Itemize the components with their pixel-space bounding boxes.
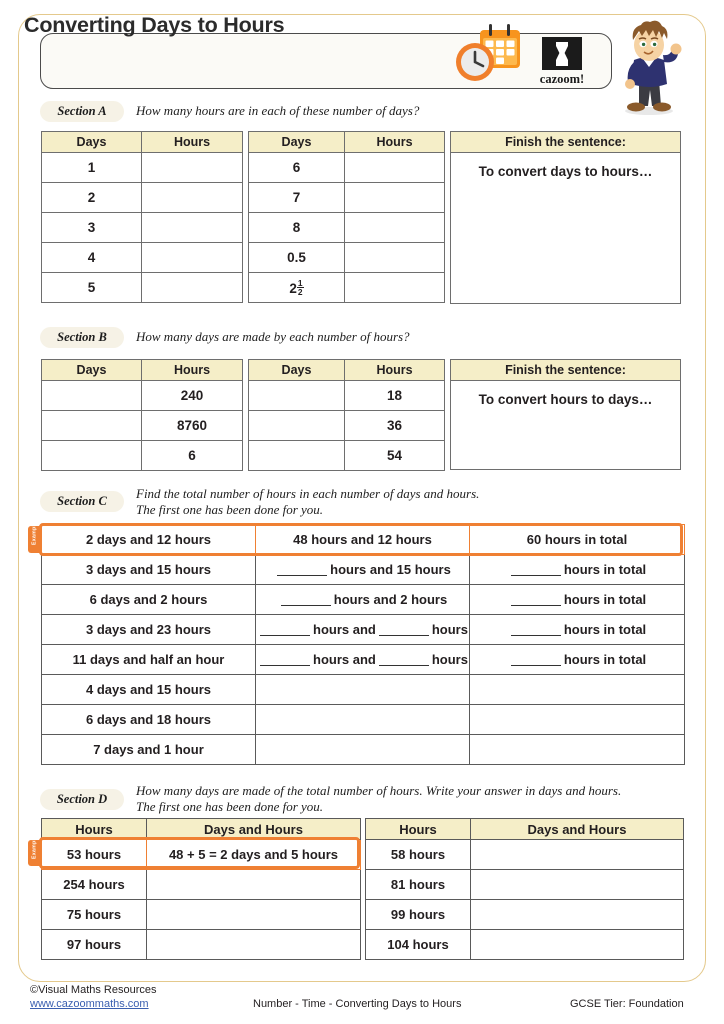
table-row	[42, 585, 685, 615]
section-d-table-1	[41, 818, 361, 960]
table-row	[42, 273, 243, 303]
table-header-row	[42, 360, 243, 381]
table-header-row	[249, 360, 445, 381]
section-c-example-tab	[28, 521, 41, 553]
table-row	[42, 645, 685, 675]
cell-days: 6	[249, 153, 345, 183]
table-header-row	[42, 132, 243, 153]
table-header-row	[42, 819, 361, 840]
sentence-box-prompt[interactable]: To convert days to hours…	[478, 164, 653, 179]
table-row	[249, 273, 445, 303]
cell-days: 2	[42, 183, 142, 213]
answer-blank[interactable]	[511, 665, 561, 666]
cell-breakdown-text: hours and	[313, 622, 376, 637]
cell-breakdown: 48 hours and 12 hours	[256, 525, 470, 555]
sentence-box-prompt[interactable]: To convert hours to days…	[478, 392, 653, 407]
col-header-hours: Hours	[345, 132, 445, 153]
cell-total: 60 hours in total	[470, 525, 685, 555]
cell-days: 3	[42, 213, 142, 243]
section-a-table-2	[248, 131, 445, 303]
table-row	[42, 183, 243, 213]
cell-days: 4	[42, 243, 142, 273]
section-b-description: How many days are made by each number of hours?	[136, 329, 410, 344]
cell-days: 0.5	[249, 243, 345, 273]
table-row	[42, 675, 685, 705]
section-a-description: How many hours are in each of these number of days?	[136, 103, 420, 118]
cell-hours-answer[interactable]	[142, 273, 243, 303]
cell-hours: 53 hours	[42, 840, 147, 870]
section-d-example-tab	[28, 835, 41, 866]
col-header-days: Days	[249, 132, 345, 153]
col-header-days-and-hours: Days and Hours	[471, 819, 684, 840]
table-row	[366, 870, 684, 900]
page-title: Converting Days to Hours	[24, 13, 285, 37]
cazoom-wordmark: cazoom!	[539, 72, 585, 86]
fraction-numerator: 1	[297, 277, 303, 288]
answer-blank[interactable]	[511, 575, 561, 576]
cell-breakdown-text-end: hours	[431, 622, 468, 637]
cell-days-and-hours: 6 days and 2 hours	[42, 585, 256, 615]
cell-total-text: hours in total	[563, 622, 647, 637]
section-c-description	[136, 486, 656, 517]
cell-breakdown[interactable]	[256, 735, 470, 765]
cell-breakdown[interactable]	[256, 615, 470, 645]
section-c-description-line2: The first one has been done for you.	[136, 501, 324, 517]
cell-days-and-hours: 6 days and 18 hours	[42, 705, 256, 735]
cell-answer[interactable]	[471, 870, 684, 900]
answer-blank[interactable]	[260, 665, 310, 666]
col-header-hours: Hours	[345, 360, 445, 381]
footer	[0, 984, 724, 1024]
cell-breakdown[interactable]	[256, 645, 470, 675]
cell-breakdown-text: hours and 15 hours	[330, 562, 451, 577]
cell-total[interactable]	[470, 675, 685, 705]
cell-total[interactable]	[470, 705, 685, 735]
cell-answer[interactable]	[471, 840, 684, 870]
cell-days-answer[interactable]	[42, 411, 142, 441]
table-row	[42, 615, 685, 645]
cell-days-mixed-fraction	[249, 273, 345, 303]
cell-days-and-hours: 3 days and 15 hours	[42, 555, 256, 585]
section-a-label: Section A	[40, 101, 124, 122]
cell-hours: 240	[142, 381, 243, 411]
section-c-description-line1: Find the total number of hours in each number of days and hours.	[136, 486, 480, 501]
cell-breakdown[interactable]	[256, 705, 470, 735]
table-header-row	[366, 819, 684, 840]
cell-days: 5	[42, 273, 142, 303]
cell-hours: 6	[142, 441, 243, 471]
cell-hours: 254 hours	[42, 870, 147, 900]
sentence-box-header: Finish the sentence:	[451, 360, 680, 381]
col-header-days-and-hours: Days and Hours	[147, 819, 361, 840]
cell-days-and-hours: 2 days and 12 hours	[42, 525, 256, 555]
cell-answer[interactable]	[471, 930, 684, 960]
table-row	[42, 930, 361, 960]
cell-total[interactable]	[470, 615, 685, 645]
cell-days-and-hours: 11 days and half an hour	[42, 645, 256, 675]
fraction-denominator: 2	[297, 287, 303, 297]
table-row	[42, 411, 243, 441]
table-row	[249, 213, 445, 243]
calendar-clock-icon	[452, 24, 522, 90]
section-d-table-2	[365, 818, 684, 960]
col-header-hours: Hours	[142, 132, 243, 153]
cell-hours-answer[interactable]	[142, 213, 243, 243]
cell-total-text: hours in total	[563, 592, 647, 607]
cell-breakdown-text: hours and	[313, 652, 376, 667]
cell-hours: 81 hours	[366, 870, 471, 900]
table-row	[249, 381, 445, 411]
cell-hours: 104 hours	[366, 930, 471, 960]
cell-days-and-hours: 3 days and 23 hours	[42, 615, 256, 645]
cell-hours: 36	[345, 411, 445, 441]
cell-hours-answer[interactable]	[142, 243, 243, 273]
cell-answer: 48 + 5 = 2 days and 5 hours	[147, 840, 361, 870]
table-row	[42, 213, 243, 243]
cell-hours-answer[interactable]	[345, 273, 445, 303]
table-row	[249, 183, 445, 213]
cell-total[interactable]	[470, 735, 685, 765]
section-b-label: Section B	[40, 327, 124, 348]
cell-total[interactable]	[470, 585, 685, 615]
table-row	[249, 153, 445, 183]
section-d-description	[136, 783, 681, 814]
cell-hours-answer[interactable]	[142, 183, 243, 213]
col-header-days: Days	[42, 132, 142, 153]
table-row	[42, 243, 243, 273]
table-header-row	[249, 132, 445, 153]
section-d-label: Section D	[40, 789, 124, 810]
section-c-example-tab-label: Example	[31, 521, 38, 545]
boy-mascot-illustration	[606, 20, 692, 116]
cell-breakdown-text-end: hours	[431, 652, 468, 667]
section-c-table	[41, 524, 685, 765]
cell-days: 8	[249, 213, 345, 243]
table-row	[42, 381, 243, 411]
table-row	[366, 930, 684, 960]
answer-blank[interactable]	[511, 605, 561, 606]
sentence-box-header: Finish the sentence:	[451, 132, 680, 153]
table-row	[42, 441, 243, 471]
cell-hours-answer[interactable]	[345, 243, 445, 273]
cell-hours-answer[interactable]	[345, 183, 445, 213]
cell-answer[interactable]	[471, 900, 684, 930]
cell-days-answer[interactable]	[249, 441, 345, 471]
cell-hours-answer[interactable]	[142, 153, 243, 183]
section-d-description-line1: How many days are made of the total number of hours. Write your answer in days and hours.	[136, 783, 622, 798]
cell-hours-answer[interactable]	[345, 153, 445, 183]
table-row-example	[42, 525, 685, 555]
cell-hours: 97 hours	[42, 930, 147, 960]
table-row-example	[42, 840, 361, 870]
table-row	[366, 900, 684, 930]
cell-breakdown[interactable]	[256, 555, 470, 585]
answer-blank[interactable]	[260, 635, 310, 636]
answer-blank[interactable]	[379, 665, 429, 666]
table-row	[249, 411, 445, 441]
section-b-table-2	[248, 359, 445, 471]
cell-hours: 54	[345, 441, 445, 471]
answer-blank[interactable]	[277, 575, 327, 576]
cell-total-text: hours in total	[563, 652, 647, 667]
fraction	[297, 279, 304, 297]
footer-copyright: ©Visual Maths Resources	[30, 984, 157, 996]
cell-answer[interactable]	[147, 870, 361, 900]
cell-hours: 58 hours	[366, 840, 471, 870]
cell-days: 7	[249, 183, 345, 213]
col-header-hours: Hours	[366, 819, 471, 840]
section-a-table-1	[41, 131, 243, 303]
footer-breadcrumb: Number - Time - Converting Days to Hours	[253, 998, 462, 1010]
col-header-days: Days	[249, 360, 345, 381]
cell-days-and-hours: 4 days and 15 hours	[42, 675, 256, 705]
col-header-days: Days	[42, 360, 142, 381]
cazoom-logo	[529, 36, 595, 88]
section-d-example-tab-label: Example	[31, 835, 38, 859]
table-row	[42, 555, 685, 585]
cell-days: 1	[42, 153, 142, 183]
cell-total[interactable]	[470, 555, 685, 585]
section-a-sentence-box	[450, 131, 681, 304]
cell-breakdown-text: hours and 2 hours	[333, 592, 448, 607]
answer-blank[interactable]	[511, 635, 561, 636]
cell-days-answer[interactable]	[249, 381, 345, 411]
footer-tier: GCSE Tier: Foundation	[570, 998, 684, 1010]
section-d-description-line2: The first one has been done for you.	[136, 798, 324, 814]
footer-website-link[interactable]: www.cazoommaths.com	[30, 998, 149, 1010]
table-row	[42, 900, 361, 930]
answer-blank[interactable]	[281, 605, 331, 606]
section-b-sentence-box	[450, 359, 681, 470]
table-row	[249, 243, 445, 273]
answer-blank[interactable]	[379, 635, 429, 636]
cell-days-answer[interactable]	[42, 381, 142, 411]
section-b-table-1	[41, 359, 243, 471]
table-row	[42, 705, 685, 735]
col-header-hours: Hours	[42, 819, 147, 840]
cell-answer[interactable]	[147, 900, 361, 930]
cell-answer[interactable]	[147, 930, 361, 960]
cell-hours-answer[interactable]	[345, 213, 445, 243]
cell-total[interactable]	[470, 645, 685, 675]
table-row	[42, 870, 361, 900]
mixed-whole: 2	[289, 280, 297, 296]
cell-hours: 75 hours	[42, 900, 147, 930]
cell-days-answer[interactable]	[249, 411, 345, 441]
cell-hours: 8760	[142, 411, 243, 441]
table-row	[249, 441, 445, 471]
cell-total-text: hours in total	[563, 562, 647, 577]
cell-breakdown[interactable]	[256, 585, 470, 615]
cell-days-answer[interactable]	[42, 441, 142, 471]
cell-breakdown[interactable]	[256, 675, 470, 705]
cell-days-and-hours: 7 days and 1 hour	[42, 735, 256, 765]
table-row	[42, 153, 243, 183]
title-box	[40, 33, 612, 89]
table-row	[366, 840, 684, 870]
cell-hours: 18	[345, 381, 445, 411]
cell-hours: 99 hours	[366, 900, 471, 930]
table-row	[42, 735, 685, 765]
col-header-hours: Hours	[142, 360, 243, 381]
section-c-label: Section C	[40, 491, 124, 512]
